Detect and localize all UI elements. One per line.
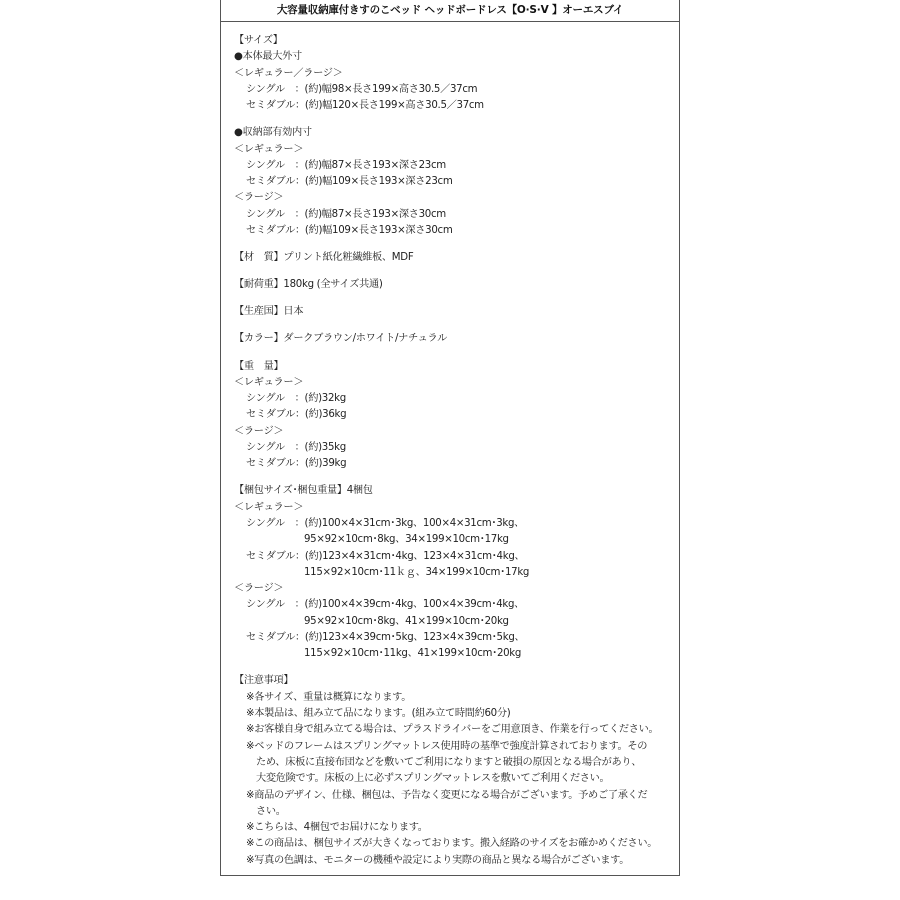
spec-line: ※本製品は、組み立て品になります。(組み立て時間約60分) — [246, 708, 511, 720]
spec-line: 115×92×10cm･11kg、41×199×10cm･20kg — [304, 648, 522, 660]
spec-line: セミダブル：(約)39kg — [246, 458, 347, 470]
spec-section — [234, 483, 673, 662]
spec-line: シングル ：(約)幅98×長さ199×高さ30.5／37cm — [246, 83, 478, 95]
spec-line: シングル ：(約)幅87×長さ193×深さ30cm — [246, 208, 446, 220]
spec-line: セミダブル：(約)123×4×39cm･5kg、123×4×39cm･5kg、 — [246, 632, 525, 644]
spec-line: シングル ：(約)35kg — [246, 442, 346, 454]
spec-section — [234, 359, 673, 473]
section-gap — [234, 348, 673, 359]
spec-section — [234, 277, 673, 293]
spec-line: ※この商品は、梱包サイズが大きくなっております。搬入経路のサイズをお確かめください。 — [246, 838, 658, 850]
spec-line: ●本体最大外寸 — [234, 51, 302, 63]
section-gap — [234, 114, 673, 125]
spec-section — [234, 33, 673, 114]
spec-line: ＜レギュラー＞ — [234, 376, 304, 388]
spec-section — [234, 250, 673, 266]
spec-line: ※ベッドのフレームはスプリングマットレス使用時の基準で強度計算されております。その — [246, 740, 648, 752]
spec-sheet — [220, 0, 680, 876]
spec-line: ※商品のデザイン、仕様、梱包は、予告なく変更になる場合がございます。予めご了承くだ — [246, 789, 648, 801]
spec-line: セミダブル：(約)幅120×長さ199×高さ30.5／37cm — [246, 100, 484, 112]
spec-line: 95×92×10cm･8kg、34×199×10cm･17kg — [304, 534, 509, 546]
spec-line: シングル ：(約)32kg — [246, 393, 346, 405]
section-gap — [234, 239, 673, 250]
spec-line: 大変危険です。床板の上に必ずスプリングマットレスを敷いてご利用ください。 — [256, 773, 610, 785]
spec-line: 【重 量】 — [234, 360, 284, 372]
spec-line: 【サイズ】 — [234, 35, 283, 46]
spec-line: 95×92×10cm･8kg、41×199×10cm･20kg — [304, 615, 509, 627]
spec-line: 115×92×10cm･11ｋｇ、34×199×10cm･17kg — [304, 566, 530, 578]
spec-line: 【材 質】プリント紙化粧繊維板、MDF — [234, 252, 414, 264]
spec-line: ●収納部有効内寸 — [234, 127, 312, 139]
spec-line: ため、床板に直接布団などを敷いてご利用になりますと破損の原因となる場合があり、 — [256, 756, 642, 768]
spec-line: ＜ラージ＞ — [234, 583, 284, 595]
spec-line: セミダブル：(約)幅109×長さ193×深さ30cm — [246, 225, 453, 237]
product-title: 大容量収納庫付きすのこベッド ヘッドボードレス【O·S·V 】オーエスブイ — [221, 0, 679, 22]
spec-line: ※お客様自身で組み立てる場合は、プラスドライバーをご用意頂き、作業を行ってください。 — [246, 724, 659, 736]
spec-line: セミダブル：(約)123×4×31cm･4kg、123×4×31cm･4kg、 — [246, 550, 525, 562]
spec-section — [234, 304, 673, 320]
section-gap — [234, 321, 673, 332]
section-gap — [234, 473, 673, 484]
spec-line: シングル ：(約)幅87×長さ193×深さ23cm — [246, 159, 446, 171]
spec-line: シングル ：(約)100×4×31cm･3kg、100×4×31cm･3kg、 — [246, 518, 525, 529]
spec-line: セミダブル：(約)36kg — [246, 409, 347, 421]
section-gap — [234, 266, 673, 277]
spec-line: ＜レギュラー＞ — [234, 501, 304, 513]
spec-line: ※各サイズ、重量は概算になります。 — [246, 691, 412, 703]
spec-line: シングル ：(約)100×4×39cm･4kg、100×4×39cm･4kg、 — [246, 599, 525, 611]
spec-line: 【生産国】日本 — [234, 306, 304, 318]
spec-line: 【梱包サイズ･梱包重量】4梱包 — [234, 485, 373, 497]
spec-line: ＜レギュラー／ラージ＞ — [234, 67, 343, 79]
spec-line: ＜ラージ＞ — [234, 192, 284, 204]
spec-line: さい。 — [256, 805, 286, 817]
spec-line: ※写真の色調は、モニターの機種や設定により実際の商品と異なる場合がございます。 — [246, 854, 630, 866]
spec-line: ＜レギュラー＞ — [234, 143, 304, 155]
spec-line: セミダブル：(約)幅109×長さ193×深さ23cm — [246, 176, 453, 188]
spec-line: ※こちらは、4梱包でお届けになります。 — [246, 822, 428, 834]
spec-section — [234, 125, 673, 239]
section-gap — [234, 294, 673, 305]
spec-line: ＜ラージ＞ — [234, 425, 284, 437]
spec-content — [234, 33, 673, 869]
spec-line: 【注意事項】 — [234, 675, 294, 687]
spec-line: 【耐荷重】180kg (全サイズ共通) — [234, 279, 383, 291]
spec-section — [234, 673, 673, 869]
spec-line: 【カラー】ダークブラウン/ホワイト/ナチュラル — [234, 333, 447, 345]
section-gap — [234, 663, 673, 674]
spec-section — [234, 331, 673, 347]
